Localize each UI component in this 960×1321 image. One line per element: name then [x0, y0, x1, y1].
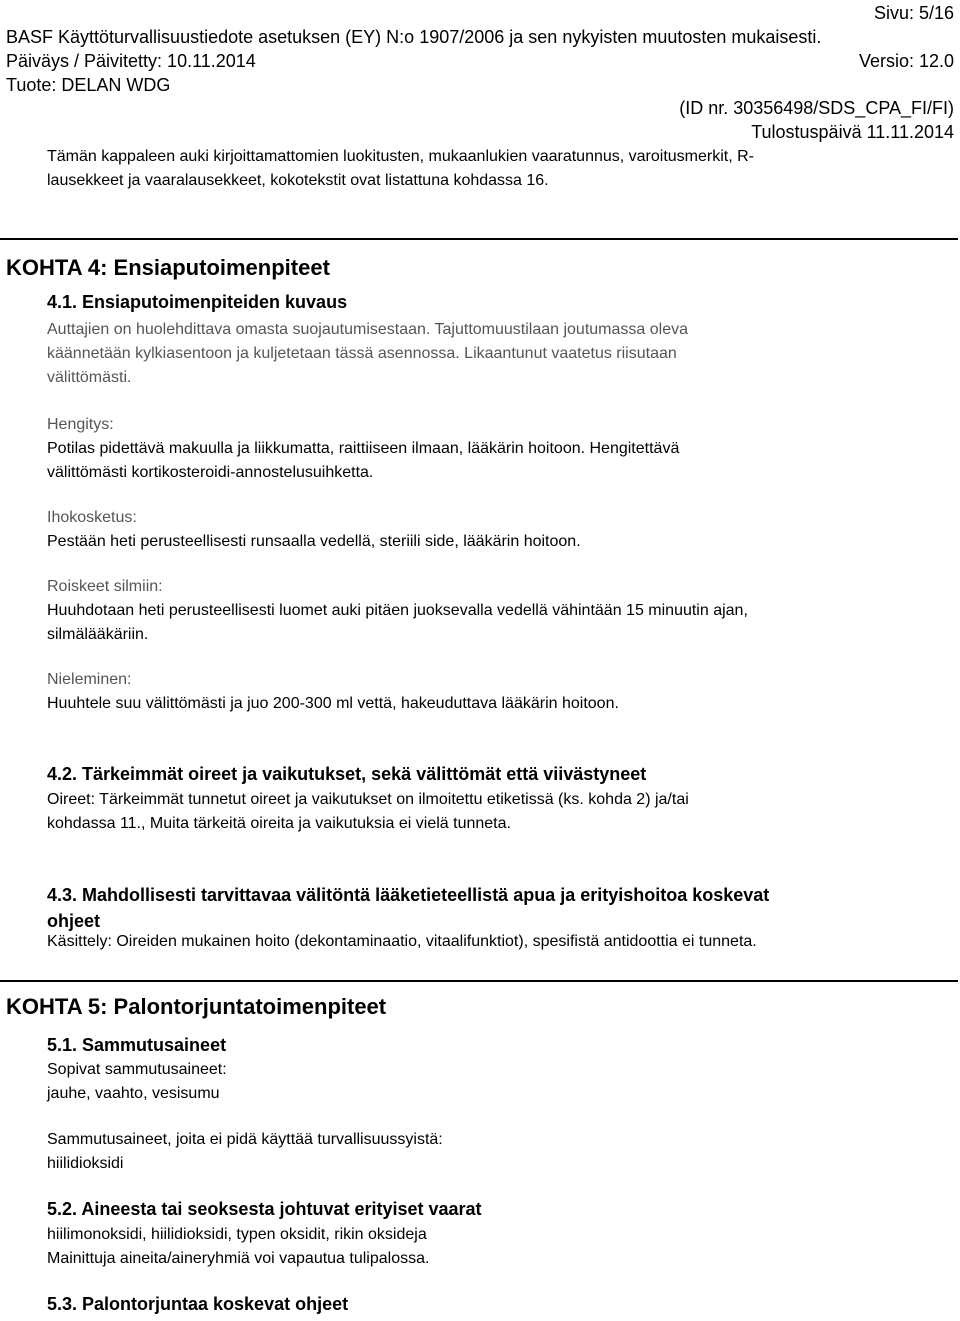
intro-line: Tämän kappaleen auki kirjoittamattomien luokitusten, mukaanlukien vaaratunnus, varoitusmerkit, R-: [47, 148, 755, 165]
skin-contact-label: Ihokosketus:: [47, 509, 137, 526]
section-divider: [0, 980, 958, 982]
text-line: Auttajien on huolehdittava omasta suojautumisestaan. Tajuttomuustilaan joutumassa oleva: [47, 321, 688, 338]
page-number: Sivu: 5/16: [873, 3, 954, 23]
ingestion-text: Huuhtele suu välittömästi ja juo 200-300 ml vettä, hakeuduttava lääkärin hoitoon.: [47, 695, 619, 712]
inhalation-text: [47, 437, 679, 485]
eye-contact-text: [47, 599, 748, 647]
intro-line: lausekkeet ja vaaralausekkeet, kokotekstit ovat listattuna kohdassa 16.: [47, 172, 549, 189]
text-line: Oireet: Tärkeimmät tunnetut oireet ja vaikutukset on ilmoitettu etiketissä (ks. kohda 2) ja/tai: [47, 791, 689, 808]
intro-text: [47, 145, 754, 193]
text-line: silmälääkäriin.: [47, 626, 149, 643]
id-number: (ID nr. 30356498/SDS_CPA_FI/FI): [679, 98, 954, 118]
section-4-3-title: [47, 882, 769, 934]
section-5-3-title: 5.3. Palontorjuntaa koskevat ohjeet: [47, 1294, 349, 1314]
text-line: käännetään kylkiasentoon ja kuljetetaan tässä asennossa. Likaantunut vaatetus riisutaan: [47, 345, 677, 362]
skin-contact-text: Pestään heti perusteellisesti runsaalla vedellä, steriili side, lääkärin hoitoon.: [47, 533, 581, 550]
section-4-title: KOHTA 4: Ensiaputoimenpiteet: [6, 255, 330, 280]
suitable-media-label: Sopivat sammutusaineet:: [47, 1061, 227, 1078]
section-5-1-title: 5.1. Sammutusaineet: [47, 1035, 227, 1055]
ingestion-label: Nieleminen:: [47, 671, 132, 688]
regulation-line: BASF Käyttöturvallisuustiedote asetuksen (EY) N:o 1907/2006 ja sen nykyisten muutosten mukaisesti.: [6, 27, 822, 47]
hazard-products: hiilimonoksidi, hiilidioksidi, typen oksidit, rikin oksideja: [47, 1226, 427, 1243]
text-line: Huuhdotaan heti perusteellisesti luomet auki pitäen juoksevalla vedellä vähintään 15 minuutin ajan,: [47, 602, 748, 619]
text-line: välittömästi.: [47, 369, 132, 386]
section-4-2-title: 4.2. Tärkeimmät oireet ja vaikutukset, sekä välittömät että viivästyneet: [47, 764, 647, 784]
product-name: Tuote: DELAN WDG: [6, 75, 171, 95]
suitable-media: jauhe, vaahto, vesisumu: [47, 1085, 220, 1102]
title-line: ohjeet: [47, 911, 101, 931]
eye-contact-label: Roiskeet silmiin:: [47, 578, 163, 595]
inhalation-label: Hengitys:: [47, 416, 114, 433]
text-line: Potilas pidettävä makuulla ja liikkumatta, raittiiseen ilmaan, lääkärin hoitoon. Hengitettävä: [47, 440, 680, 457]
section-5-2-title: 5.2. Aineesta tai seoksesta johtuvat erityiset vaarat: [47, 1199, 482, 1219]
title-line: 4.3. Mahdollisesti tarvittavaa välitöntä lääketieteellistä apua ja erityishoitoa koskevat: [47, 885, 770, 905]
section-5-title: KOHTA 5: Palontorjuntatoimenpiteet: [6, 994, 387, 1019]
section-4-1-title: 4.1. Ensiaputoimenpiteiden kuvaus: [47, 292, 348, 312]
section-divider: [0, 238, 958, 240]
revision-date: Päiväys / Päivitetty: 10.11.2014: [6, 51, 256, 71]
treatment-text: Käsittely: Oireiden mukainen hoito (dekontaminaatio, vitaalifunktiot), spesifistä antidoottia ei tunneta.: [47, 933, 757, 950]
unsuitable-media-label: Sammutusaineet, joita ei pidä käyttää turvallisuussyistä:: [47, 1131, 443, 1148]
unsuitable-media: hiilidioksidi: [47, 1155, 124, 1172]
version: Versio: 12.0: [858, 51, 954, 71]
print-date: Tulostuspäivä 11.11.2014: [751, 122, 954, 142]
text-line: kohdassa 11., Muita tärkeitä oireita ja vaikutuksia ei vielä tunneta.: [47, 815, 511, 832]
hazard-note: Mainittuja aineita/aineryhmiä voi vapautua tulipalossa.: [47, 1250, 430, 1267]
text-line: välittömästi kortikosteroidi-annostelusuihketta.: [47, 464, 374, 481]
symptoms-text: [47, 788, 689, 836]
general-advice: [47, 318, 688, 390]
